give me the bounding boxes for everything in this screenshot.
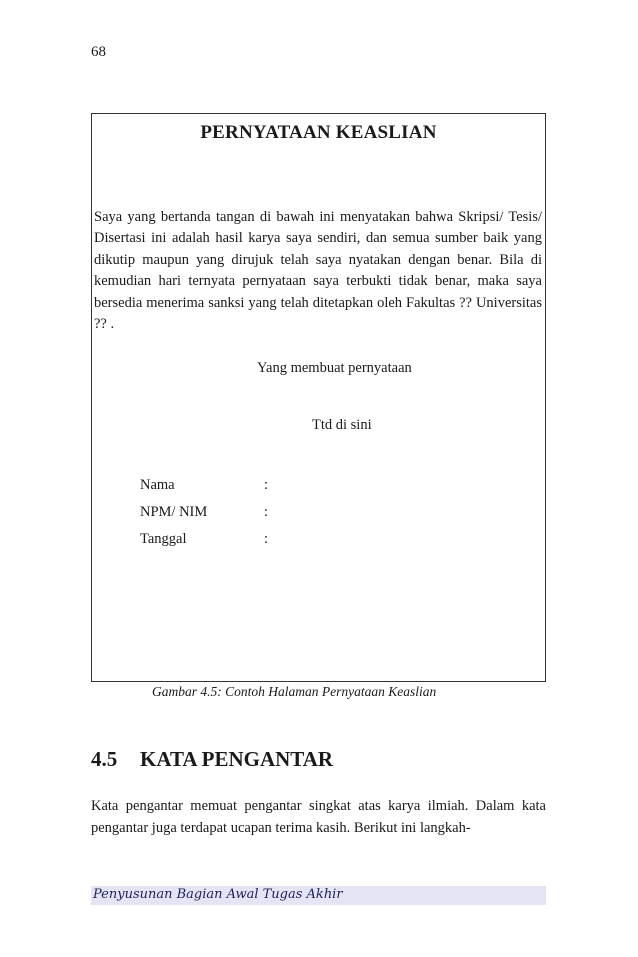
section-heading — [91, 747, 333, 772]
field-separator: : — [264, 477, 269, 493]
field-row-npm — [140, 499, 274, 526]
field-separator: : — [264, 504, 269, 520]
statement-title: PERNYATAAN KEASLIAN — [200, 122, 437, 143]
field-label-date: Tanggal — [140, 531, 187, 547]
section-number: 4.5 — [91, 747, 118, 771]
section-body: Kata pengantar memuat pengantar singkat atas karya ilmiah. Dalam kata pengantar juga terdapat ucapan terima kasih. Berikut ini langkah- — [91, 798, 546, 836]
signature-placeholder: Ttd di sini — [312, 417, 372, 433]
section-title: KATA PENGANTAR — [140, 747, 334, 771]
field-row-date — [140, 526, 274, 553]
statement-body: Saya yang bertanda tangan di bawah ini menyatakan bahwa Skripsi/ Tesis/ Disertasi ini adalah hasil karya saya sendiri, dan semua sumber baik yang dikutip maupun yang dirujuk telah saya nyatakan dengan benar. Bila di kemudian hari ternyata pernyataan saya terbukti tidak benar, maka saya bersedia menerima sanksi yang telah ditetapkan oleh Fakultas ?? Universitas ?? . — [94, 209, 542, 333]
field-row-name — [140, 472, 274, 499]
field-label-name: Nama — [140, 477, 175, 493]
field-label-npm: NPM/ NIM — [140, 504, 208, 520]
figure-caption: Gambar 4.5: Contoh Halaman Pernyataan Keaslian — [152, 684, 437, 699]
footer-bar — [91, 886, 546, 905]
field-separator: : — [264, 531, 269, 547]
statement-of-originality-box — [91, 113, 546, 682]
identity-fields — [140, 472, 274, 553]
signature-heading: Yang membuat pernyataan — [257, 360, 412, 376]
page-number: 68 — [91, 44, 106, 60]
footer-text: Penyusunan Bagian Awal Tugas Akhir — [93, 887, 343, 902]
